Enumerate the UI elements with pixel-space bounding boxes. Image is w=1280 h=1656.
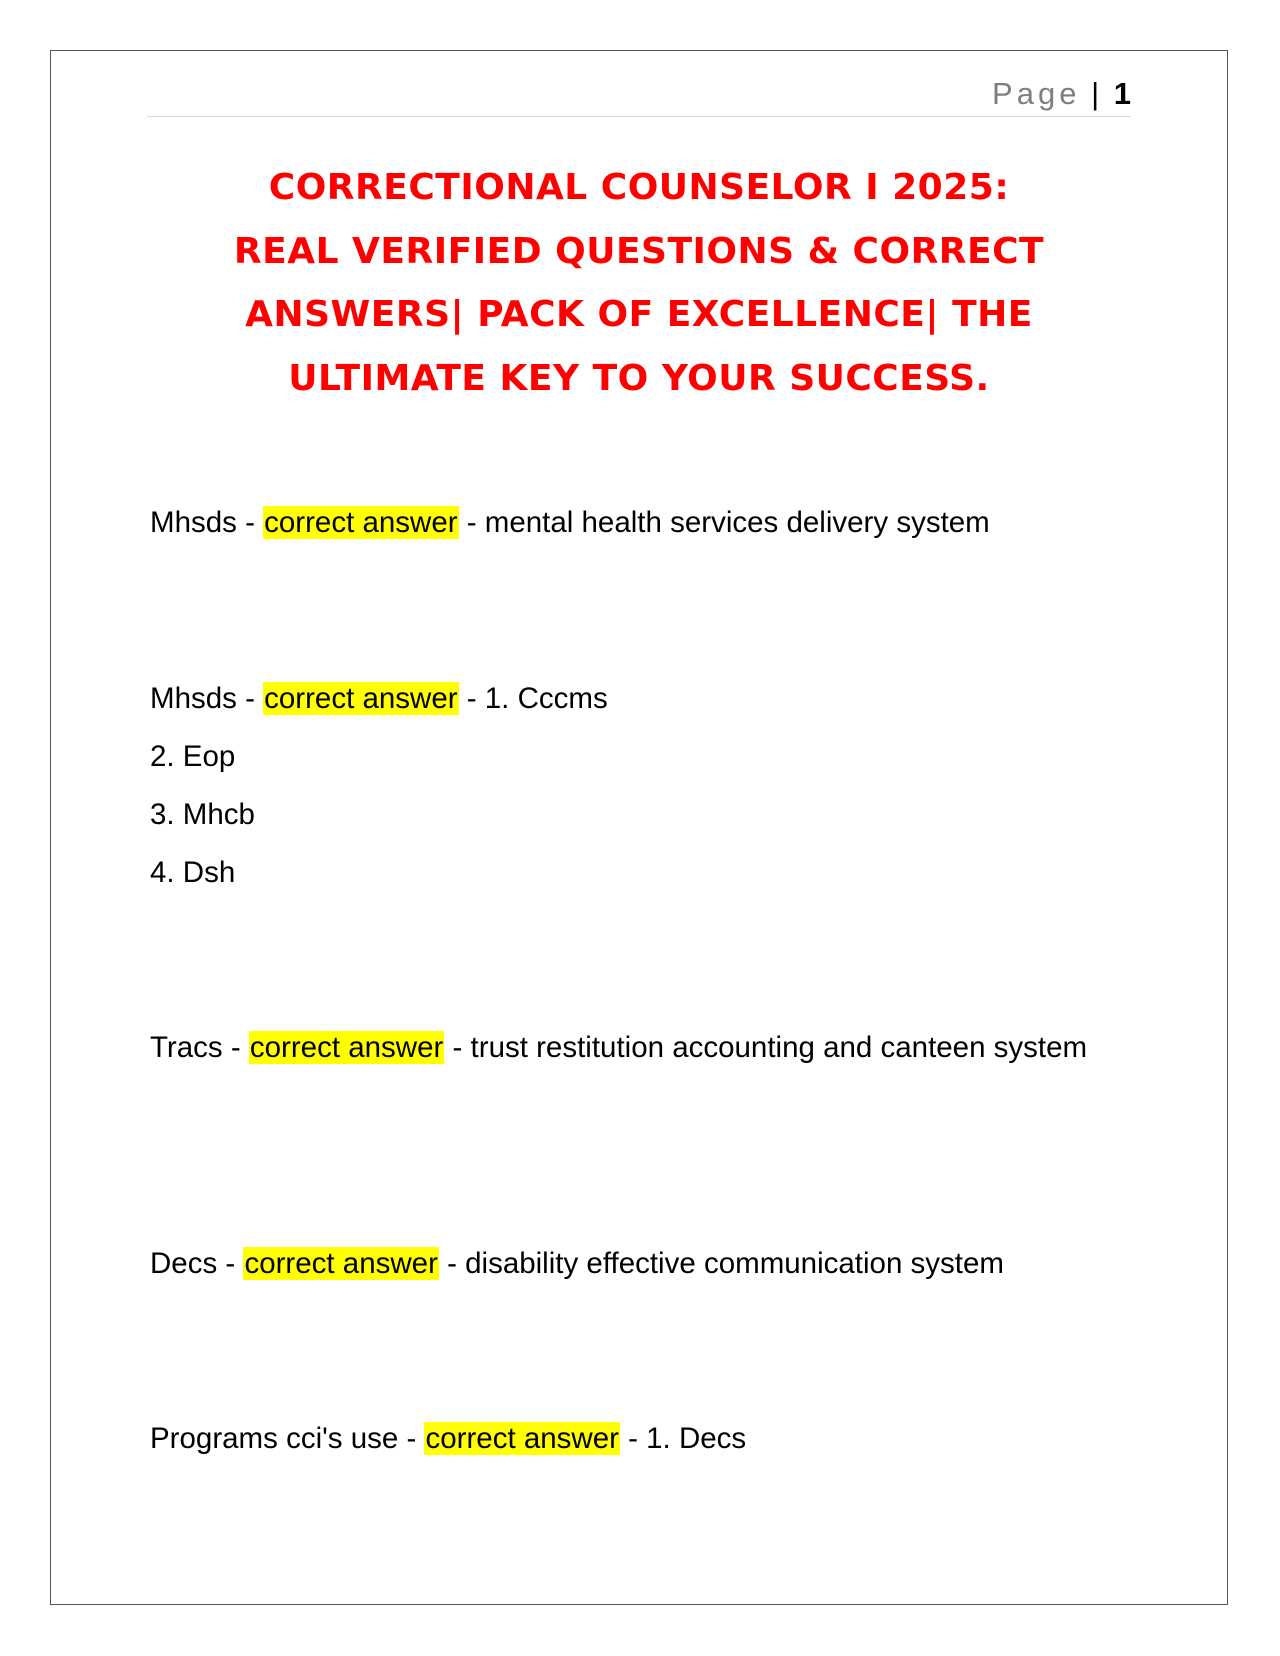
correct-answer-highlight: correct answer	[264, 682, 458, 715]
qa-entry	[150, 1027, 1110, 1069]
entry-definition: - trust restitution accounting and canteen system	[444, 1031, 1088, 1064]
page-number-label	[992, 76, 1131, 112]
page-header	[147, 72, 1131, 117]
correct-answer-highlight: correct answer	[425, 1422, 619, 1455]
entry-definition: - 1. Cccms	[458, 682, 608, 715]
correct-answer-highlight: correct answer	[244, 1247, 438, 1280]
entry-definition: - disability effective communication system	[438, 1247, 1004, 1280]
page-word: Page	[992, 76, 1081, 111]
page-separator: |	[1091, 76, 1100, 111]
entry-term: Programs cci's use -	[150, 1422, 425, 1455]
entry-definition: - mental health services delivery system	[458, 506, 990, 539]
list-item: 3. Mhcb	[150, 798, 255, 831]
qa-entry	[150, 1418, 1130, 1460]
page-number: 1	[1113, 76, 1131, 111]
document-title	[147, 156, 1131, 410]
entry-term: Decs -	[150, 1247, 244, 1280]
qa-entry	[150, 678, 1130, 720]
qa-entry	[150, 1243, 1130, 1285]
entry-definition: - 1. Decs	[619, 1422, 747, 1455]
entry-term: Mhsds -	[150, 506, 264, 539]
title-line: CORRECTIONAL COUNSELOR I 2025:	[268, 167, 1010, 208]
correct-answer-highlight: correct answer	[264, 506, 458, 539]
entry-term: Tracs -	[150, 1031, 249, 1064]
correct-answer-highlight: correct answer	[249, 1031, 444, 1064]
title-line: REAL VERIFIED QUESTIONS & CORRECT	[233, 230, 1045, 272]
title-line: ULTIMATE KEY TO YOUR SUCCESS.	[288, 357, 990, 399]
list-item: 2. Eop	[150, 740, 236, 773]
title-line: ANSWERS| PACK OF EXCELLENCE| THE	[245, 294, 1033, 335]
list-item: 4. Dsh	[150, 856, 236, 889]
qa-entry	[150, 502, 1130, 544]
entry-term: Mhsds -	[150, 682, 264, 715]
